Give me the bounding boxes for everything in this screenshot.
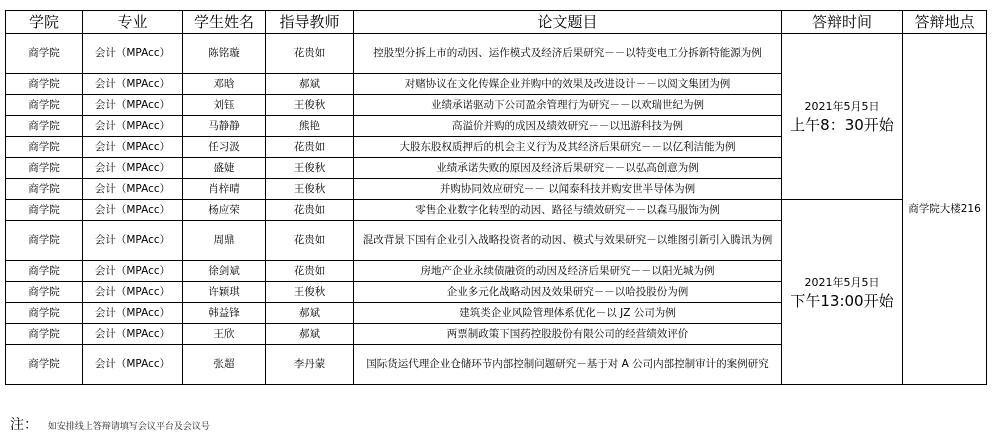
cell-college: 商学院 (6, 74, 83, 95)
table-row (6, 34, 987, 74)
cell-college: 商学院 (6, 221, 83, 261)
header-defense-time: 答辩时间 (782, 11, 903, 34)
cell-advisor: 花贵如 (266, 221, 354, 261)
cell-topic: 建筑类企业风险管理体系优化－以 JZ 公司为例 (354, 303, 782, 324)
cell-topic: 房地产企业永续债融资的动因及经济后果研究－－以阳光城为例 (354, 261, 782, 282)
cell-advisor: 郝斌 (266, 324, 354, 345)
cell-major: 会计（MPAcc） (83, 324, 183, 345)
cell-college: 商学院 (6, 137, 83, 158)
cell-college: 商学院 (6, 261, 83, 282)
cell-advisor: 花贵如 (266, 261, 354, 282)
cell-advisor: 王俊秋 (266, 95, 354, 116)
cell-topic: 企业多元化战略动因及效果研究－－以哈投股份为例 (354, 282, 782, 303)
cell-college: 商学院 (6, 116, 83, 137)
cell-college: 商学院 (6, 345, 83, 385)
cell-college: 商学院 (6, 95, 83, 116)
session-date: 2021年5月5日 (804, 100, 880, 113)
cell-student: 马静静 (183, 116, 266, 137)
cell-student: 刘钰 (183, 95, 266, 116)
cell-major: 会计（MPAcc） (83, 200, 183, 221)
cell-major: 会计（MPAcc） (83, 221, 183, 261)
cell-student: 邓晗 (183, 74, 266, 95)
cell-major: 会计（MPAcc） (83, 261, 183, 282)
cell-advisor: 王俊秋 (266, 282, 354, 303)
cell-student: 肖梓晴 (183, 179, 266, 200)
cell-college: 商学院 (6, 324, 83, 345)
cell-major: 会计（MPAcc） (83, 137, 183, 158)
cell-topic: 业绩承诺失败的原因及经济后果研究－－以弘高创意为例 (354, 158, 782, 179)
cell-major: 会计（MPAcc） (83, 95, 183, 116)
cell-college: 商学院 (6, 179, 83, 200)
cell-advisor: 花贵如 (266, 200, 354, 221)
cell-topic: 大股东股权质押后的机会主义行为及其经济后果研究－－以亿利洁能为例 (354, 137, 782, 158)
cell-advisor: 王俊秋 (266, 158, 354, 179)
cell-college: 商学院 (6, 158, 83, 179)
cell-student: 周鼎 (183, 221, 266, 261)
footnote (10, 414, 210, 434)
cell-major: 会计（MPAcc） (83, 116, 183, 137)
header-major: 专业 (83, 11, 183, 34)
location-cell: 商学院大楼216 (903, 34, 987, 385)
table-row (6, 200, 987, 221)
header-row (6, 11, 987, 34)
cell-student: 任习汲 (183, 137, 266, 158)
cell-advisor: 王俊秋 (266, 179, 354, 200)
cell-student: 许颖琪 (183, 282, 266, 303)
cell-college: 商学院 (6, 200, 83, 221)
cell-major: 会计（MPAcc） (83, 345, 183, 385)
session-date: 2021年5月5日 (804, 275, 880, 289)
cell-college: 商学院 (6, 303, 83, 324)
session-time: 下午13:00开始 (790, 291, 894, 310)
cell-student: 陈铭璇 (183, 34, 266, 74)
cell-advisor: 李丹蒙 (266, 345, 354, 385)
defense-schedule-table (5, 10, 987, 385)
cell-college: 商学院 (6, 282, 83, 303)
header-student: 学生姓名 (183, 11, 266, 34)
cell-advisor: 熊艳 (266, 116, 354, 137)
morning-session-cell (782, 34, 903, 200)
session-time: 上午8：30开始 (790, 116, 894, 134)
cell-major: 会计（MPAcc） (83, 282, 183, 303)
cell-topic: 高溢价并购的成因及绩效研究－－以迅游科技为例 (354, 116, 782, 137)
cell-topic: 业绩承诺驱动下公司盈余管理行为研究－－以欢瑞世纪为例 (354, 95, 782, 116)
cell-advisor: 花贵如 (266, 34, 354, 74)
cell-major: 会计（MPAcc） (83, 303, 183, 324)
cell-student: 徐剑斌 (183, 261, 266, 282)
cell-student: 韩益锋 (183, 303, 266, 324)
cell-topic: 零售企业数字化转型的动因、路径与绩效研究－－以森马服饰为例 (354, 200, 782, 221)
cell-topic: 控股型分拆上市的动因、运作模式及经济后果研究－－以特变电工分拆新特能源为例 (354, 34, 782, 74)
cell-major: 会计（MPAcc） (83, 34, 183, 74)
cell-student: 盛婕 (183, 158, 266, 179)
cell-topic: 并购协同效应研究－－ 以闻泰科技并购安世半导体为例 (354, 179, 782, 200)
header-topic: 论文题目 (354, 11, 782, 34)
header-advisor: 指导教师 (266, 11, 354, 34)
cell-college: 商学院 (6, 34, 83, 74)
cell-topic: 混改背景下国有企业引入战略投资者的动因、模式与效果研究－以维图引新引入腾讯为例 (354, 221, 782, 261)
cell-student: 王欣 (183, 324, 266, 345)
header-defense-location: 答辩地点 (903, 11, 987, 34)
cell-student: 张超 (183, 345, 266, 385)
cell-advisor: 花贵如 (266, 137, 354, 158)
cell-major: 会计（MPAcc） (83, 179, 183, 200)
cell-topic: 对赌协议在文化传媒企业并购中的效果及改进设计－－以阅文集团为例 (354, 74, 782, 95)
cell-advisor: 郝斌 (266, 74, 354, 95)
cell-topic: 两票制政策下国药控股股份有限公司的经营绩效评价 (354, 324, 782, 345)
cell-major: 会计（MPAcc） (83, 158, 183, 179)
header-college: 学院 (6, 11, 83, 34)
cell-student: 杨应荣 (183, 200, 266, 221)
cell-advisor: 郝斌 (266, 303, 354, 324)
footnote-label: 注： (10, 417, 38, 433)
afternoon-session-cell (782, 200, 903, 385)
footnote-text: 如安排线上答辩请填写会议平台及会议号 (47, 422, 210, 432)
cell-major: 会计（MPAcc） (83, 74, 183, 95)
cell-topic: 国际货运代理企业仓储环节内部控制问题研究－基于对 A 公司内部控制审计的案例研究 (354, 345, 782, 385)
